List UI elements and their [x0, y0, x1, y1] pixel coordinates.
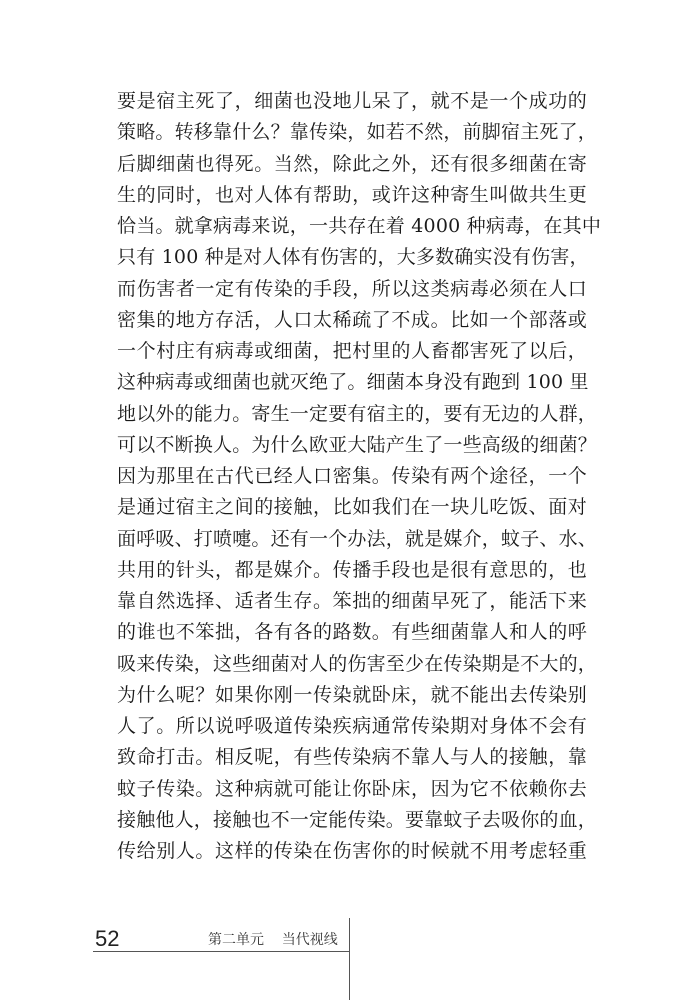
- text-line: 只有 100 种是对人体有伤害的，大多数确实没有伤害，: [117, 246, 589, 269]
- body-text: [117, 86, 602, 867]
- text-line: 的谁也不笨拙，各有各的路数。有些细菌靠人和人的呼: [117, 621, 587, 644]
- text-line: 后脚细菌也得死。当然，除此之外，还有很多细菌在寄: [117, 152, 587, 175]
- footer-divider: [93, 951, 349, 952]
- text-line: 面呼吸、打喷嚏。还有一个办法，就是媒介，蚊子、水、: [117, 527, 598, 550]
- text-line: 靠自然选择、适者生存。笨拙的细菌早死了，能活下来: [117, 590, 587, 612]
- text-line: 生的同时，也对人体有帮助，或许这种寄生叫做共生更: [117, 183, 587, 206]
- text-line: 共用的针头，都是媒介。传播手段也是很有意思的，也: [117, 558, 587, 581]
- text-line: 一个村庄有病毒或细菌，把村里的人畜都害死了以后，: [117, 340, 587, 362]
- text-line: 恰当。就拿病毒来说，一共存在着 4000 种病毒，在其中: [117, 215, 602, 237]
- text-line: 要是宿主死了，细菌也没地儿呆了，就不是一个成功的: [117, 90, 587, 112]
- text-line: 致命打击。相反呢，有些传染病不靠人与人的接触，靠: [117, 746, 587, 769]
- text-line: 为什么呢？如果你刚一传染就卧床，就不能出去传染别: [117, 683, 587, 706]
- text-line: 这种病毒或细菌也就灭绝了。细菌本身没有跑到 100 里: [117, 371, 589, 394]
- text-line: 而伤害者一定有传染的手段，所以这类病毒必须在人口: [117, 277, 587, 300]
- text-line: 人了。所以说呼吸道传染疾病通常传染期对身体不会有: [117, 715, 587, 737]
- text-line: 地以外的能力。寄生一定要有宿主的，要有无边的人群，: [117, 402, 598, 425]
- text-line: 可以不断换人。为什么欧亚大陆产生了一些高级的细菌？: [117, 433, 598, 456]
- text-line: 因为那里在古代已经人口密集。传染有两个途径，一个: [117, 465, 587, 487]
- text-line: 蚊子传染。这种病就可能让你卧床，因为它不依赖你去: [117, 777, 587, 800]
- footer-vertical-divider: [349, 918, 350, 1000]
- text-line: 密集的地方存活，人口太稀疏了不成。比如一个部落或: [117, 308, 587, 331]
- running-head: 第二单元 当代视线: [208, 932, 338, 948]
- text-line: 策略。转移靠什么？靠传染，如若不然，前脚宿主死了，: [117, 121, 598, 144]
- text-line: 是通过宿主之间的接触，比如我们在一块儿吃饭、面对: [117, 496, 587, 519]
- text-line: 吸来传染，这些细菌对人的伤害至少在传染期是不大的，: [117, 652, 598, 675]
- text-line: 接触他人，接触也不一定能传染。要靠蚊子去吸你的血，: [117, 808, 598, 831]
- text-line: 传给别人。这样的传染在伤害你的时候就不用考虑轻重: [117, 840, 587, 862]
- page-number: 52: [95, 926, 120, 951]
